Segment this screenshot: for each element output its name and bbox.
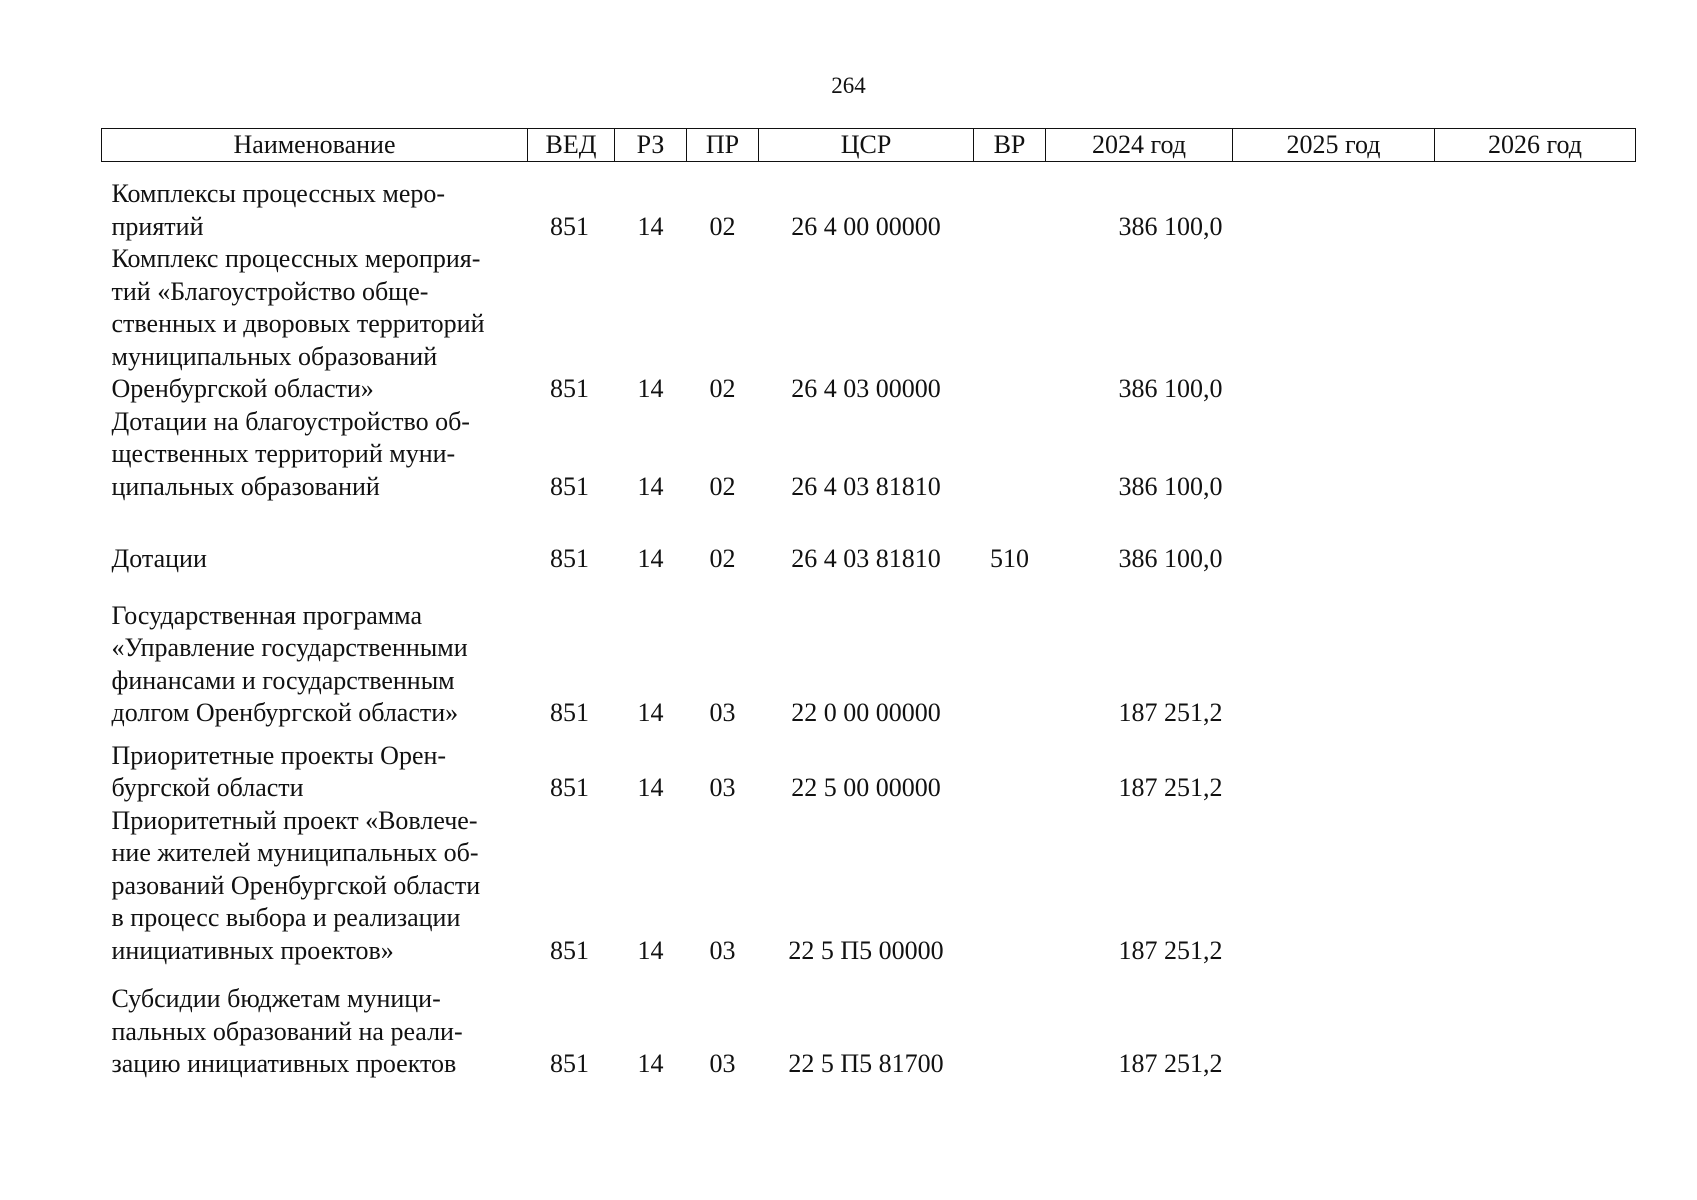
- rz-cell: 14: [637, 471, 664, 501]
- vr-cell: [974, 805, 1046, 968]
- pr-cell: 02: [709, 544, 736, 573]
- header-ved: ВЕД: [528, 129, 615, 162]
- name-line: разований Оренбургской области: [111, 870, 481, 900]
- name-line: Комплексы процессных меро-: [111, 179, 446, 208]
- name-line: Дотации: [111, 544, 207, 573]
- name-line: финансами и государственным: [111, 665, 455, 695]
- page-number: 264: [831, 73, 866, 98]
- pr-cell: 03: [709, 698, 736, 727]
- budget-table: [101, 128, 1636, 1081]
- amount-2026-cell: [1435, 730, 1636, 805]
- name-line: щественных территорий муни-: [111, 439, 456, 468]
- rz-cell: 14: [637, 698, 664, 727]
- table-row: [102, 967, 1636, 1081]
- amount-2024-cell: 187 251,2: [1118, 773, 1223, 802]
- rz-cell: 14: [637, 544, 664, 573]
- name-line: Оренбургской области»: [111, 374, 374, 403]
- name-line: Дотации на благоустройство об-: [111, 406, 470, 436]
- table-header: [102, 129, 1636, 162]
- amount-2025-cell: [1233, 162, 1435, 244]
- rz-cell: 14: [637, 935, 664, 965]
- amount-2026-cell: [1435, 406, 1636, 504]
- amount-2026-cell: [1435, 805, 1636, 968]
- header-rz: РЗ: [615, 129, 687, 162]
- amount-2024-cell: 187 251,2: [1118, 935, 1223, 965]
- pr-cell: 03: [709, 935, 736, 965]
- amount-2024-cell: 386 100,0: [1118, 211, 1223, 241]
- amount-2026-cell: [1435, 243, 1636, 406]
- vr-cell: 510: [990, 544, 1029, 573]
- ved-cell: 851: [550, 935, 589, 965]
- vr-cell: [974, 162, 1046, 244]
- amount-2024-cell: 386 100,0: [1118, 374, 1223, 403]
- amount-2025-cell: [1233, 576, 1435, 730]
- name-line: долгом Оренбургской области»: [111, 698, 459, 727]
- ved-cell: 851: [550, 374, 589, 403]
- amount-2025-cell: [1233, 503, 1435, 576]
- header-2025: 2025 год: [1233, 129, 1435, 162]
- amount-2025-cell: [1233, 243, 1435, 406]
- header-csr: ЦСР: [759, 129, 974, 162]
- header-2024: 2024 год: [1046, 129, 1233, 162]
- rz-cell: 14: [637, 1049, 664, 1078]
- pr-cell: 02: [709, 374, 736, 403]
- amount-2025-cell: [1233, 406, 1435, 504]
- pr-cell: 03: [709, 1049, 736, 1078]
- name-line: приятий: [111, 211, 204, 241]
- pr-cell: 02: [709, 211, 736, 241]
- vr-cell: [974, 243, 1046, 406]
- table-row: [102, 503, 1636, 576]
- csr-cell: 22 5 П5 81700: [788, 1049, 944, 1078]
- name-cell: [102, 576, 528, 730]
- name-line: Субсидии бюджетам муници-: [111, 984, 441, 1013]
- name-line: тий «Благоустройство обще-: [111, 276, 429, 306]
- ved-cell: 851: [550, 471, 589, 501]
- name-line: зацию инициативных проектов: [111, 1049, 457, 1078]
- name-line: ственных и дворовых территорий: [111, 309, 485, 338]
- csr-cell: 22 5 П5 00000: [788, 935, 944, 965]
- name-cell: [102, 730, 528, 805]
- name-cell: [102, 243, 528, 406]
- table-row: [102, 243, 1636, 406]
- amount-2026-cell: [1435, 162, 1636, 244]
- name-cell: [102, 162, 528, 244]
- table-row: [102, 730, 1636, 805]
- rz-cell: 14: [637, 374, 664, 403]
- vr-cell: [974, 406, 1046, 504]
- table-body: [102, 162, 1636, 1081]
- amount-2026-cell: [1435, 576, 1636, 730]
- amount-2025-cell: [1233, 730, 1435, 805]
- name-line: инициативных проектов»: [111, 935, 394, 965]
- name-line: Государственная программа: [111, 600, 423, 630]
- amount-2024-cell: 187 251,2: [1118, 698, 1223, 727]
- name-line: бургской области: [111, 773, 304, 802]
- name-cell: [102, 406, 528, 504]
- ved-cell: 851: [550, 773, 589, 802]
- csr-cell: 26 4 03 00000: [791, 374, 941, 403]
- ved-cell: 851: [550, 698, 589, 727]
- name-line: Приоритетный проект «Вовлече-: [111, 805, 478, 835]
- rz-cell: 14: [637, 211, 664, 241]
- name-line: пальных образований на реали-: [111, 1016, 463, 1046]
- amount-2024-cell: 386 100,0: [1118, 471, 1223, 501]
- csr-cell: 22 5 00 00000: [791, 773, 941, 802]
- name-cell: [102, 805, 528, 968]
- amount-2024-cell: 386 100,0: [1118, 544, 1223, 573]
- csr-cell: 26 4 03 81810: [791, 544, 941, 573]
- rz-cell: 14: [637, 773, 664, 802]
- amount-2024-cell: 187 251,2: [1118, 1049, 1223, 1078]
- pr-cell: 03: [709, 773, 736, 802]
- name-line: ние жителей муниципальных об-: [111, 838, 479, 867]
- ved-cell: 851: [550, 1049, 589, 1078]
- header-name: Наименование: [102, 129, 528, 162]
- name-cell: [102, 503, 528, 576]
- vr-cell: [974, 730, 1046, 805]
- header-2026: 2026 год: [1435, 129, 1636, 162]
- ved-cell: 851: [550, 544, 589, 573]
- amount-2025-cell: [1233, 805, 1435, 968]
- name-line: в процесс выбора и реализации: [111, 903, 461, 932]
- csr-cell: 22 0 00 00000: [791, 698, 941, 727]
- header-vr: ВР: [974, 129, 1046, 162]
- csr-cell: 26 4 00 00000: [791, 211, 941, 241]
- table-row: [102, 576, 1636, 730]
- amount-2025-cell: [1233, 967, 1435, 1081]
- name-line: «Управление государственными: [111, 633, 468, 662]
- table-row: [102, 406, 1636, 504]
- name-line: ципальных образований: [111, 471, 380, 501]
- vr-cell: [974, 576, 1046, 730]
- pr-cell: 02: [709, 471, 736, 501]
- csr-cell: 26 4 03 81810: [791, 471, 941, 501]
- amount-2026-cell: [1435, 503, 1636, 576]
- vr-cell: [974, 967, 1046, 1081]
- name-line: Комплекс процессных мероприя-: [111, 244, 481, 273]
- table-row: [102, 805, 1636, 968]
- amount-2026-cell: [1435, 967, 1636, 1081]
- header-pr: ПР: [687, 129, 759, 162]
- name-line: муниципальных образований: [111, 341, 438, 371]
- table-row: [102, 162, 1636, 244]
- ved-cell: 851: [550, 211, 589, 241]
- name-line: Приоритетные проекты Орен-: [111, 740, 447, 770]
- name-cell: [102, 967, 528, 1081]
